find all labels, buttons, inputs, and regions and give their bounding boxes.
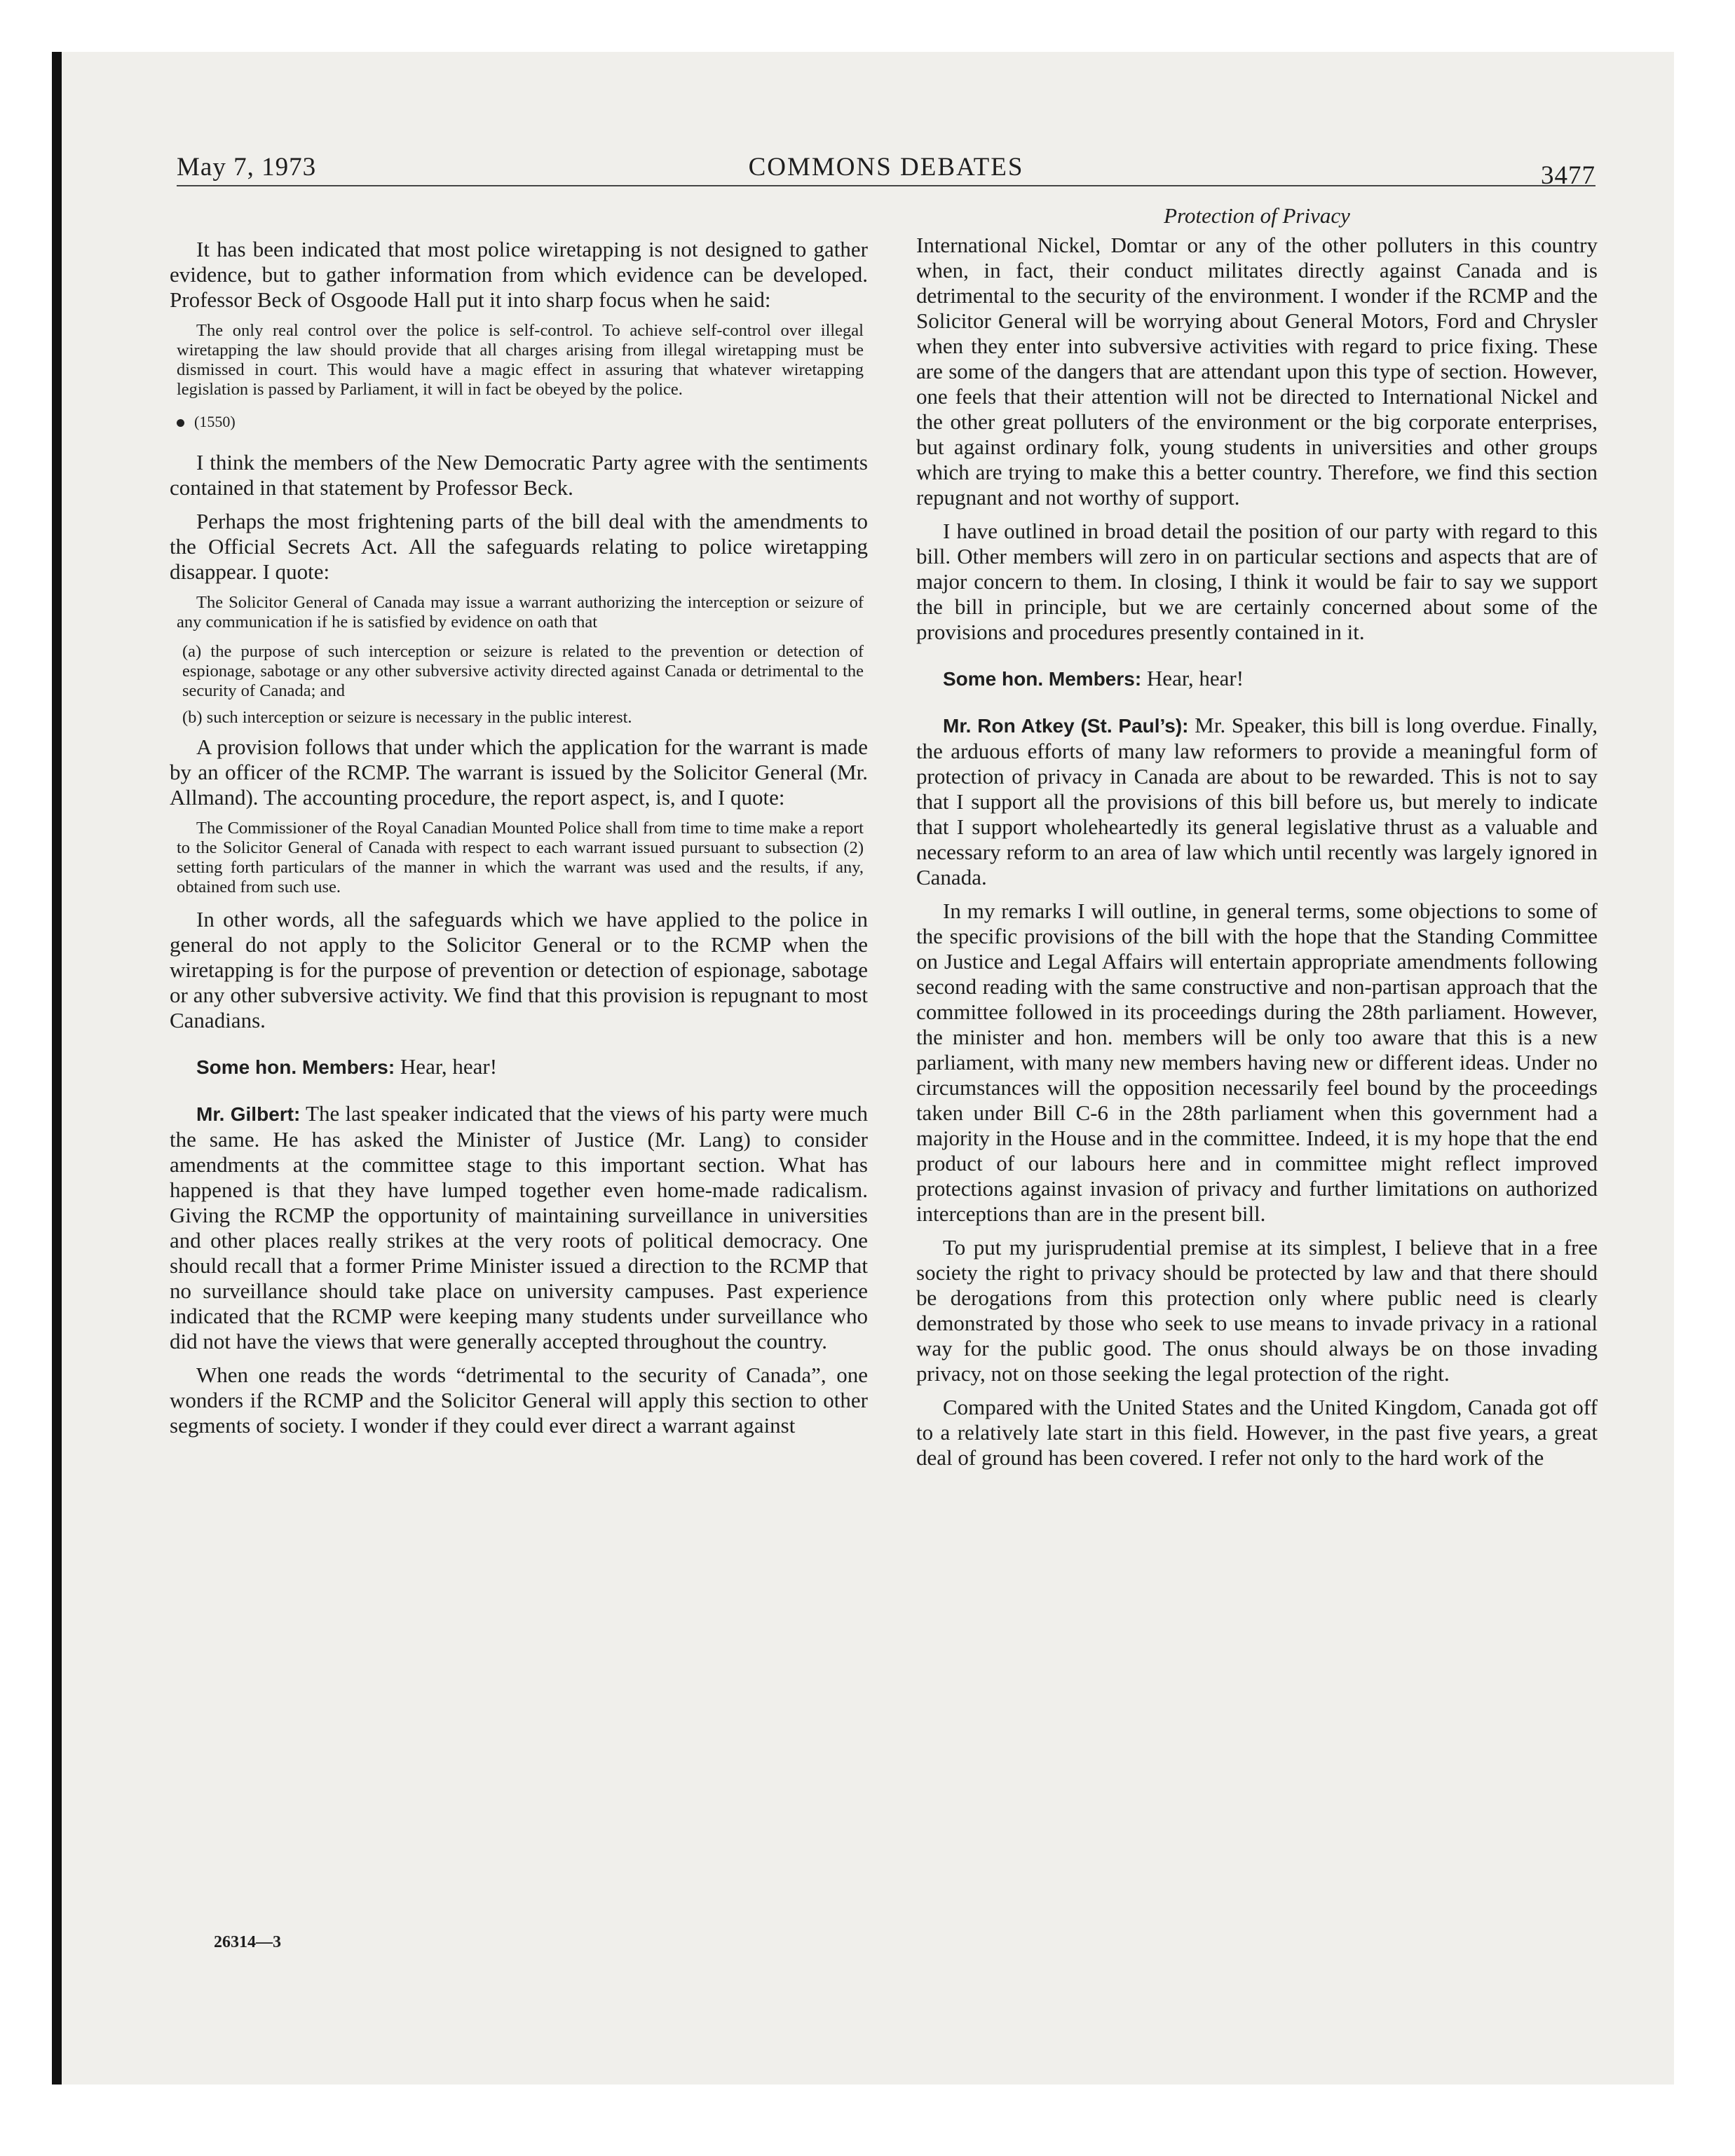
spacer [170,1042,868,1054]
speech-paragraph [170,1101,868,1354]
interjection-text: Hear, hear! [1146,666,1244,690]
paragraph: International Nickel, Domtar or any of the other polluters in this country when, in fact, their conduct militates directly against Canada and is detrimental to the security of the environment. I wonder if the RCMP and the Solicitor General will be worrying about General Motors, Ford and Chrysler when they enter into subversive activities with regard to price fixing. These are some of the dangers that are attendant upon this type of section. However, one feels that their attention will not be directed to International Nickel and the other great polluters of the environment or the big corporate enterprises, but against ordinary folk, young students in universities and other groups which are trying to make this a better country. Therefore, we find this section repugnant and not worthy of support. [916,233,1598,510]
paragraph: To put my jurisprudential premise at its simplest, I believe that in a free society the right to privacy should be protected by law and that there should be derogations from this protection only where public need is clearly demonstrated by those who seek to use means to invade privacy in a rational way for the public good. The onus should always be on those invading privacy, not on those seeking the legal protection of the right. [916,1235,1598,1386]
block-quote-item: (b) such interception or seizure is necessary in the public interest. [182,708,632,727]
paragraph: Compared with the United States and the United Kingdom, Canada got off to a relatively late start in this field. However, in the past five years, a great deal of ground has been covered. I refer not only to the hard work of the [916,1395,1598,1470]
spacer [170,1089,868,1101]
paragraph: Perhaps the most frightening parts of the bill deal with the amendments to the Official Secrets Act. All the safeguards relating to police wiretapping disappear. I quote: [170,509,868,584]
interjection-text: Hear, hear! [400,1054,498,1079]
paragraph: I have outlined in broad detail the position of our party with regard to this bill. Other members will zero in on particular sections and aspects that are of major concern to them. In closing, I think it would be fair to say we support the bill in principle, but we are certainly concerned about some of the provisions and procedures presently contained in it. [916,519,1598,644]
spacer [916,653,1598,666]
speaker-name: Some hon. Members: [196,1056,395,1078]
header-page-number: 3477 [1541,161,1595,190]
paragraph: In other words, all the safeguards which we have applied to the police in general do not apply to the Solicitor General or to the RCMP when the wiretapping is for the purpose of prevention or detection of espionage, sabotage or any other subversive activity. We find that this provision is repugnant to most Canadians. [170,907,868,1032]
paragraph: When one reads the words “detrimental to the security of Canada”, one wonders if the RCMP and the Solicitor General will apply this section to other segments of society. I wonder if they could ever direct a warrant against [170,1363,868,1438]
paragraph: A provision follows that under which the application for the warrant is made by an officer of the RCMP. The warrant is issued by the Solicitor General (Mr. Allmand). The accounting procedure, the report aspect, is, and I quote: [170,735,868,810]
block-quote: The Solicitor General of Canada may issue a warrant authorizing the interception or seizure of any communication if he is satisfied by evidence on oath that [177,593,864,632]
block-quote: The Commissioner of the Royal Canadian Mounted Police shall from time to time make a report to the Solicitor General of Canada with respect to each warrant issued pursuant to subsection (2) setting forth particulars of the manner in which the warrant was used and the results, if any, obtained from such use. [177,819,864,896]
paragraph: I think the members of the New Democratic Party agree with the sentiments contained in that statement by Professor Beck. [170,450,868,500]
time-marker [177,409,868,435]
speaker-name: Mr. Ron Atkey (St. Paul’s): [943,715,1189,737]
header-publication: COMMONS DEBATES [748,153,1024,182]
paragraph: It has been indicated that most police wiretapping is not designed to gather evidence, but to gather information from which evidence can be developed. Professor Beck of Osgoode Hall put it into sharp focus when he said: [170,237,868,312]
speaker-name: Mr. Gilbert: [196,1103,301,1125]
left-column [170,237,868,1447]
block-quote-item: (a) the purpose of such interception or seizure is related to the prevention or detection of espionage, sabotage or any other subversive activity directed against Canada or detrimental to the security of Canada; and [182,642,864,700]
interjection [170,1054,868,1080]
bullet-icon [177,419,184,427]
speech-text: Mr. Speaker, this bill is long overdue. Finally, the arduous efforts of many law reformers to provide a meaningful form of protection of privacy in Canada are about to be rewarded. This is not to say that I support all the provisions of this bill before us, but merely to indicate that I support wholeheartedly its general legislative thrust as a valuable and necessary reform to an area of law which until recently was largely ignored in Canada. [916,713,1598,889]
header-date: May 7, 1973 [177,153,317,182]
page-header [177,146,1595,190]
footer-code: 26314—3 [214,1933,281,1951]
speech-text: The last speaker indicated that the views of his party were much the same. He has asked the Minister of Justice (Mr. Lang) to consider amendments at the committee stage to this important section. What has happened is that they have lumped together even home-made radicalism. Giving the RCMP the opportunity of maintaining surveillance in universities and other places really strikes at the very roots of political democracy. One should recall that a former Prime Minister issued a direction to the RCMP that no surveillance should take place on university campuses. Past experience indicated that the RCMP were keeping many students under surveillance who did not have the views that were generally accepted throughout the country. [170,1101,868,1353]
paragraph: In my remarks I will outline, in general terms, some objections to some of the specific provisions of the bill with the hope that the Standing Committee on Justice and Legal Affairs will entertain appropriate amendments following second reading with the same constructive and non-partisan approach that the committee followed in its proceedings during the 28th parliament. However, the minister and hon. members will be only too aware that this is a new parliament, with many new members having new or different ideas. Under no circumstances will the opposition necessarily feel bound by the proceedings taken under Bill C-6 in the 28th parliament when this government had a majority in the House and in the committee. Indeed, it is my hope that the end product of our labours here and in committee might reflect improved protections against invasion of privacy and further limitations on authorized interceptions than are in the present bill. [916,899,1598,1226]
scan-edge [52,52,62,2085]
section-title: Protection of Privacy [1164,203,1350,228]
time-marker-text: (1550) [194,413,236,430]
block-quote: The only real control over the police is self-control. To achieve self-control over illegal wiretapping the law should provide that all charges arising from illegal wiretapping must be dismissed in court. This would have a magic effect in assuring that whatever wiretapping legislation is passed by Parliament, it will in fact be obeyed by the police. [177,321,864,399]
speaker-name: Some hon. Members: [943,668,1142,690]
right-column [916,203,1598,1479]
speech-paragraph [916,713,1598,890]
interjection [916,666,1598,692]
spacer [916,700,1598,713]
